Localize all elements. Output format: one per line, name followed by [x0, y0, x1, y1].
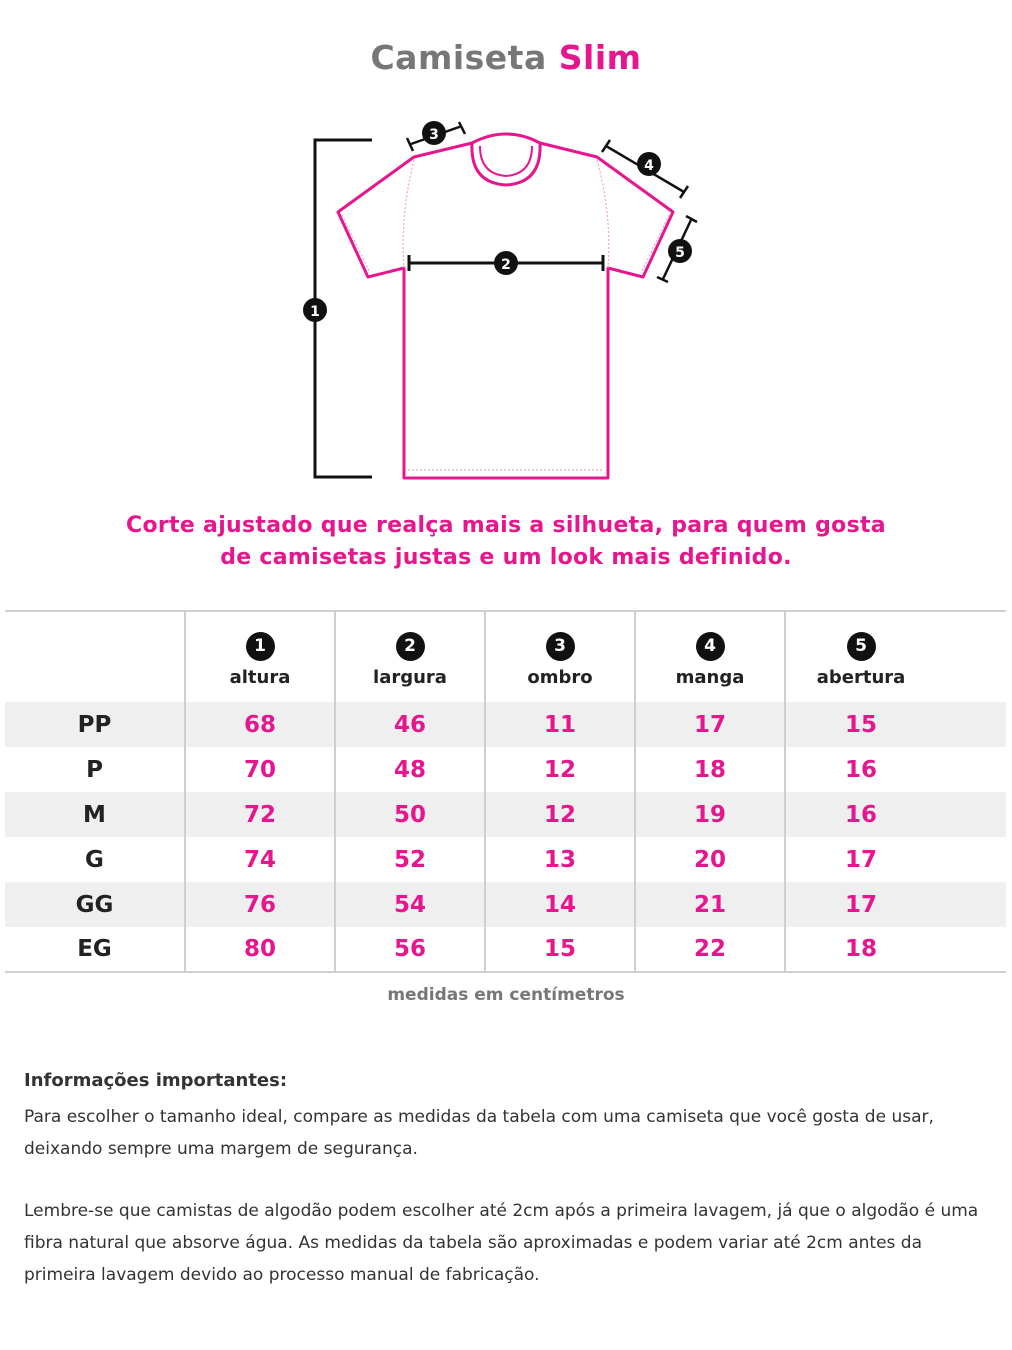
table-row — [5, 837, 1006, 882]
important-info-paragraph-1: Para escolher o tamanho ideal, compare as medidas da tabela com uma camiseta que você gosta de usar, deixando sempre uma margem de segurança. — [24, 1107, 934, 1159]
marker-5 — [668, 239, 692, 263]
value-altura: 74 — [185, 837, 335, 882]
value-abertura: 17 — [785, 837, 1006, 882]
value-manga: 18 — [635, 747, 785, 792]
value-abertura: 16 — [785, 792, 1006, 837]
value-largura: 56 — [335, 927, 485, 972]
size-label: P — [86, 756, 103, 783]
column-label: largura — [373, 667, 447, 688]
column-label: manga — [675, 667, 745, 688]
value-manga: 22 — [635, 927, 785, 972]
fit-description-line-2: de camisetas justas e um look mais definido. — [220, 545, 792, 570]
size-label: G — [85, 846, 104, 873]
important-info-heading: Informações importantes: — [24, 1070, 288, 1091]
svg-text:4: 4 — [644, 158, 654, 174]
value-ombro: 14 — [485, 882, 635, 927]
value-abertura: 15 — [785, 702, 1006, 747]
value-abertura: 18 — [785, 927, 1006, 972]
value-largura: 50 — [335, 792, 485, 837]
column-number-badge: 3 — [546, 632, 575, 661]
size-label: M — [5, 792, 185, 837]
fit-description — [0, 510, 1012, 574]
svg-text:3: 3 — [429, 127, 439, 143]
table-row — [5, 792, 1006, 837]
value-altura: 68 — [185, 702, 335, 747]
value-largura: 52 — [335, 837, 485, 882]
value-ombro: 12 — [485, 747, 635, 792]
value-ombro: 13 — [485, 837, 635, 882]
marker-1 — [303, 298, 327, 322]
tshirt-diagram — [0, 110, 1012, 490]
column-label: ombro — [527, 667, 593, 688]
size-header-empty — [5, 611, 185, 702]
value-largura: 48 — [335, 747, 485, 792]
value-abertura: 17 — [785, 882, 1006, 927]
marker-2 — [494, 251, 518, 275]
column-number-badge: 1 — [246, 632, 275, 661]
value-manga: 21 — [635, 882, 785, 927]
size-label: PP — [5, 702, 185, 747]
column-header-abertura — [785, 611, 1006, 702]
column-label: abertura — [816, 667, 906, 688]
column-header-ombro — [485, 611, 635, 702]
value-manga: 19 — [635, 792, 785, 837]
table-row — [5, 747, 1006, 792]
title-product: Camiseta — [370, 38, 547, 77]
column-number-badge: 4 — [696, 632, 725, 661]
title-fit: Slim — [558, 38, 642, 77]
marker-4 — [637, 152, 661, 176]
value-altura: 80 — [185, 927, 335, 972]
size-label: GG — [5, 882, 185, 927]
fit-description-line-1: Corte ajustado que realça mais a silhueta, para quem gosta — [126, 513, 886, 538]
page-title — [0, 38, 1012, 77]
value-altura: 76 — [185, 882, 335, 927]
column-number-badge: 2 — [396, 632, 425, 661]
column-header-largura — [335, 611, 485, 702]
table-row — [5, 927, 1006, 972]
value-abertura: 16 — [785, 747, 1006, 792]
value-manga: 20 — [635, 837, 785, 882]
column-header-manga — [635, 611, 785, 702]
important-info-paragraph-2: Lembre-se que camistas de algodão podem escolher até 2cm após a primeira lavagem, já que o algodão é uma fibra natural que absorve água. As medidas da tabela são aproximadas e podem variar até 2cm antes da primeira lavagem devido ao processo manual de fabricação. — [24, 1201, 979, 1285]
value-ombro: 11 — [485, 702, 635, 747]
svg-text:2: 2 — [501, 257, 511, 273]
column-number-badge: 5 — [847, 632, 876, 661]
column-header-altura — [185, 611, 335, 702]
table-row — [5, 702, 1006, 747]
important-info — [24, 1070, 994, 1321]
marker-3 — [422, 121, 446, 145]
value-largura: 46 — [335, 702, 485, 747]
value-manga: 17 — [635, 702, 785, 747]
column-label: altura — [229, 667, 291, 688]
svg-text:1: 1 — [310, 304, 320, 320]
svg-text:5: 5 — [675, 245, 685, 261]
value-altura: 72 — [185, 792, 335, 837]
value-largura: 54 — [335, 882, 485, 927]
value-ombro: 12 — [485, 792, 635, 837]
value-altura: 70 — [185, 747, 335, 792]
size-table — [5, 610, 1006, 973]
table-row — [5, 882, 1006, 927]
size-table-header — [5, 611, 1006, 702]
size-label: EG — [5, 927, 185, 972]
units-note: medidas em centímetros — [387, 985, 625, 1005]
value-ombro: 15 — [485, 927, 635, 972]
